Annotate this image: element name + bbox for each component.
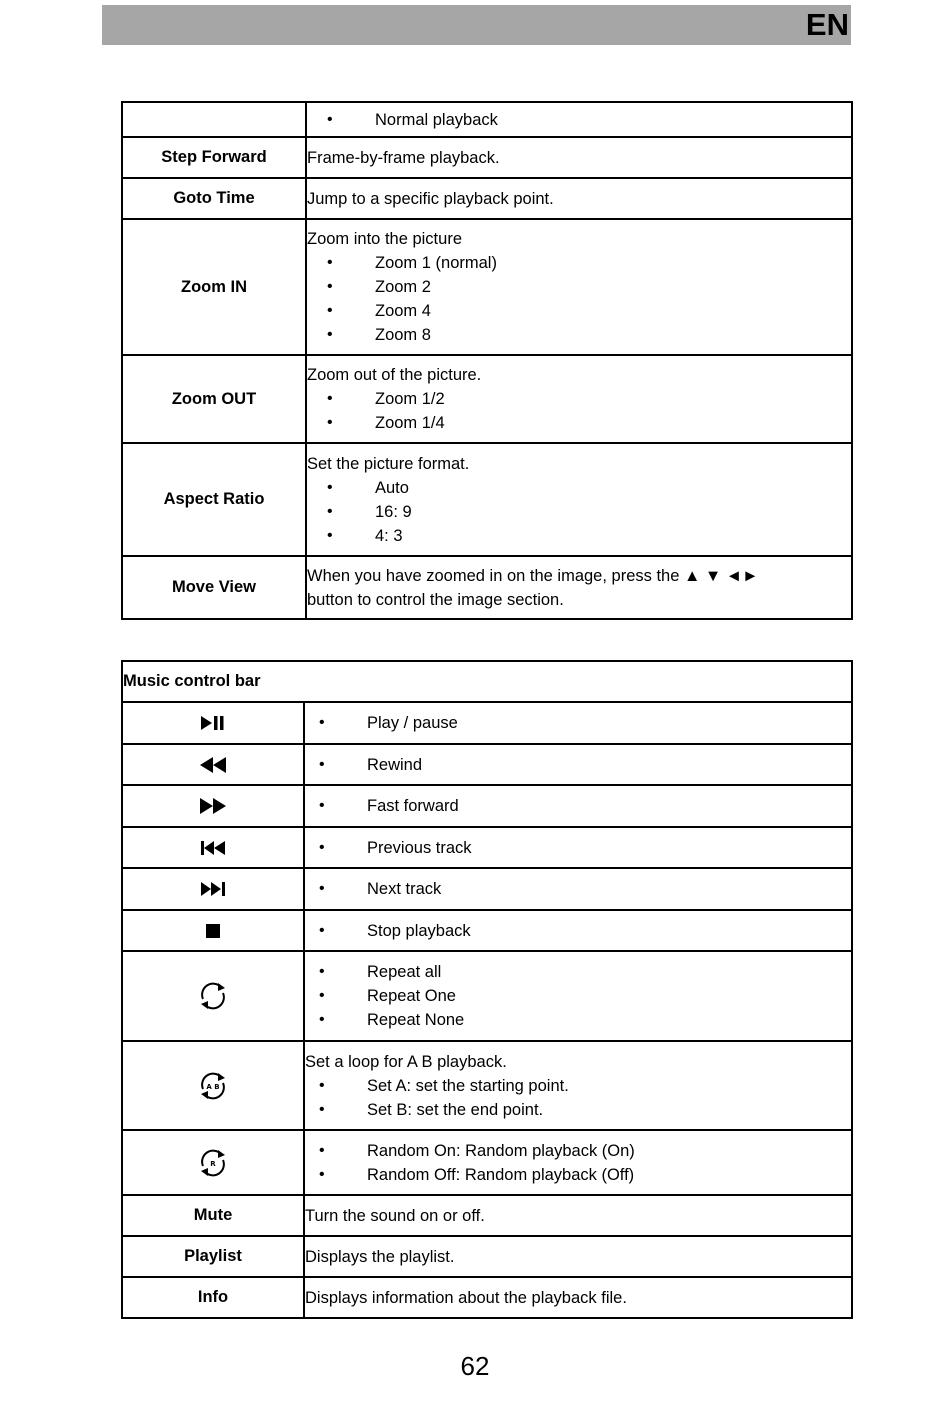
bullet-item: • Stop playback [305, 919, 851, 943]
description-text: Turn the sound on or off. [305, 1206, 485, 1225]
table-row [122, 443, 852, 556]
description-cell [304, 827, 852, 868]
bullet-item: • Zoom 1/4 [307, 411, 851, 435]
icon-cell [122, 1041, 304, 1130]
random-icon-letter: R [210, 1159, 216, 1168]
table-header-row [122, 661, 852, 702]
bullet-item: • Zoom 1/2 [307, 387, 851, 411]
previous-track-icon [200, 839, 226, 857]
bullet-item: • Normal playback [307, 108, 851, 132]
table-row [122, 219, 852, 355]
bullet-item: • Repeat None [305, 1008, 851, 1032]
repeat-icon [196, 979, 230, 1013]
description-cell [304, 702, 852, 744]
icon-cell [122, 827, 304, 868]
empty-label-cell [122, 102, 306, 137]
description-cell [304, 951, 852, 1041]
table-row [122, 868, 852, 910]
description-cell [304, 785, 852, 827]
icon-cell [122, 702, 304, 744]
bullet-item: • Random Off: Random playback (Off) [305, 1163, 851, 1187]
row-label: Aspect Ratio [122, 443, 306, 556]
description-text: Zoom into the picture [307, 230, 462, 248]
table-title: Music control bar [122, 661, 852, 702]
description-cell [304, 744, 852, 785]
bullet-item: • Play / pause [305, 711, 851, 735]
bullet-item: • Zoom 1 (normal) [307, 251, 851, 275]
table-row [122, 1277, 852, 1318]
random-icon [196, 1146, 230, 1180]
bullet-item: • Next track [305, 877, 851, 901]
icon-cell [122, 910, 304, 951]
table-row [122, 785, 852, 827]
description-text: button to control the image section. [307, 590, 564, 609]
description-text: Displays the playlist. [305, 1247, 455, 1266]
description-cell [306, 219, 852, 355]
row-label: Playlist [122, 1236, 304, 1277]
bullet-item: • 4: 3 [307, 524, 851, 548]
table-row [122, 137, 852, 178]
row-label: Move View [122, 556, 306, 619]
page-number: 62 [460, 1351, 490, 1381]
icon-cell [122, 1130, 304, 1195]
next-track-icon [200, 880, 226, 898]
bullet-item: • 16: 9 [307, 500, 851, 524]
video-controls-table [121, 101, 853, 620]
description-text: Jump to a specific playback point. [307, 189, 554, 208]
table-row [122, 556, 852, 619]
table-row [122, 1236, 852, 1277]
description-text: Zoom out of the picture. [307, 366, 482, 384]
music-control-bar-table [121, 660, 853, 1319]
table-row [122, 910, 852, 951]
bullet-item: • Previous track [305, 836, 851, 860]
bullet-item: • Repeat all [305, 960, 851, 984]
description-cell [306, 102, 852, 137]
description-text: Set a loop for A B playback. [305, 1052, 507, 1071]
description-text: Set the picture format. [307, 454, 470, 473]
icon-cell [122, 951, 304, 1041]
language-label: EN [805, 7, 849, 42]
description-cell [306, 137, 852, 178]
table-row [122, 1130, 852, 1195]
description-text: Displays information about the playback file. [305, 1288, 627, 1307]
description-text: Frame-by-frame playback. [307, 148, 500, 167]
ab-loop-icon-letters: A B [206, 1082, 220, 1091]
header-bar [102, 5, 851, 45]
description-cell [306, 355, 852, 443]
stop-icon [204, 922, 222, 940]
bullet-item: • Set A: set the starting point. [305, 1074, 851, 1098]
description-cell [304, 1277, 852, 1318]
table-row [122, 744, 852, 785]
bullet-item: • Set B: set the end point. [305, 1098, 851, 1122]
description-cell [306, 556, 852, 619]
description-cell [304, 1236, 852, 1277]
table-row [122, 355, 852, 443]
description-cell [306, 443, 852, 556]
icon-cell [122, 785, 304, 827]
bullet-item: • Zoom 2 [307, 275, 851, 299]
row-label: Mute [122, 1195, 304, 1236]
description-cell [304, 1130, 852, 1195]
table-row [122, 178, 852, 219]
table-row [122, 1195, 852, 1236]
bullet-item: • Fast forward [305, 794, 851, 818]
description-cell [304, 910, 852, 951]
bullet-item: • Auto [307, 476, 851, 500]
description-cell [306, 178, 852, 219]
icon-cell [122, 868, 304, 910]
table-row [122, 827, 852, 868]
description-cell [304, 1195, 852, 1236]
rewind-icon [199, 756, 227, 774]
description-cell [304, 1041, 852, 1130]
table-row [122, 702, 852, 744]
row-label: Step Forward [122, 137, 306, 178]
bullet-item: • Random On: Random playback (On) [305, 1139, 851, 1163]
bullet-item: • Zoom 8 [307, 323, 851, 347]
row-label: Zoom IN [122, 219, 306, 355]
table-row [122, 102, 852, 137]
table-row [122, 1041, 852, 1130]
icon-cell [122, 744, 304, 785]
fast-forward-icon [199, 797, 227, 815]
description-cell [304, 868, 852, 910]
bullet-item: • Zoom 4 [307, 299, 851, 323]
bullet-item: • Repeat One [305, 984, 851, 1008]
row-label: Zoom OUT [122, 355, 306, 443]
table-row [122, 951, 852, 1041]
row-label: Info [122, 1277, 304, 1318]
ab-loop-icon [196, 1069, 230, 1103]
row-label: Goto Time [122, 178, 306, 219]
description-text: When you have zoomed in on the image, press the ▲ ▼ ◄► [307, 566, 759, 585]
bullet-item: • Rewind [305, 753, 851, 777]
play-pause-icon [200, 714, 226, 732]
